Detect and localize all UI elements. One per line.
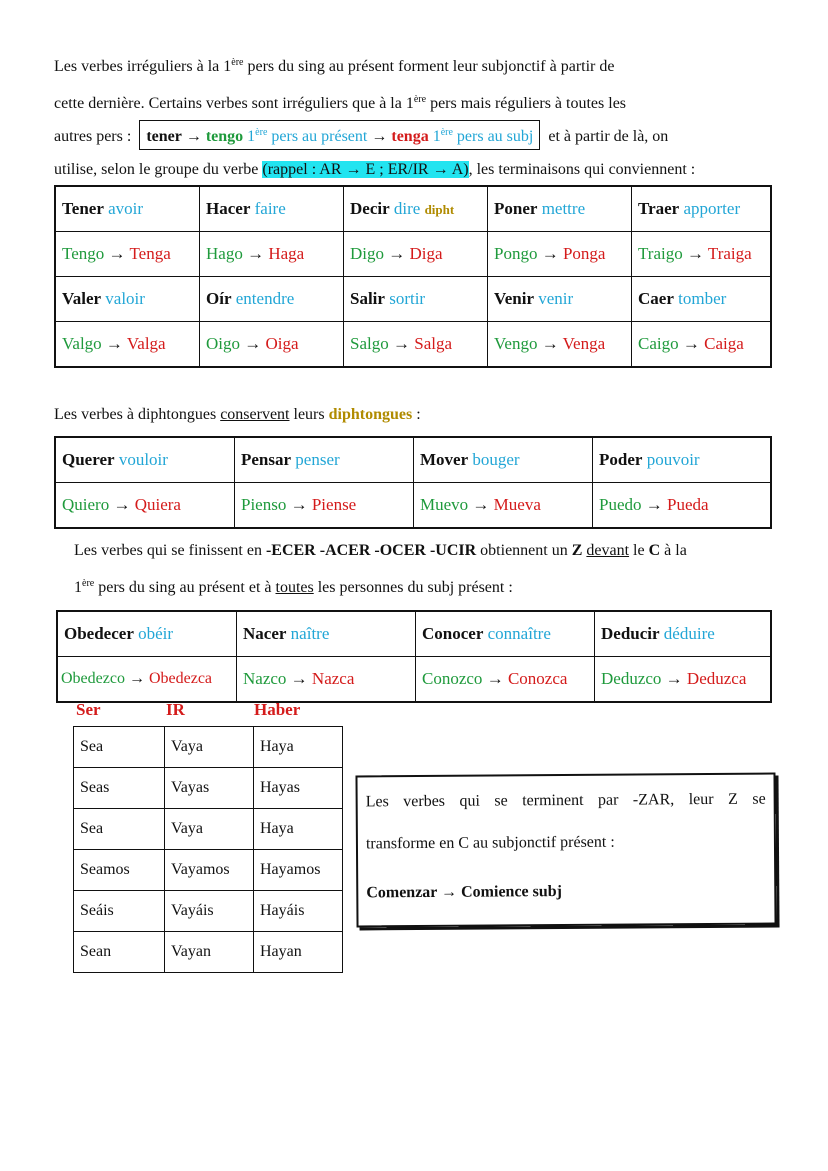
table-cell: Quiero → Quiera bbox=[55, 483, 235, 529]
table-cell: Valgo → Valga bbox=[55, 322, 200, 368]
table-cell: Deducir déduire bbox=[595, 611, 772, 657]
ser-ir-haber-table bbox=[73, 726, 343, 973]
table-cell: Obedezco → Obedezca bbox=[57, 657, 237, 703]
table-cell: Traigo → Traiga bbox=[632, 232, 772, 277]
table-cell: Tener avoir bbox=[55, 186, 200, 232]
table-cell: Poder pouvoir bbox=[593, 437, 772, 483]
table-row: Seáis Vayáis Hayáis bbox=[74, 891, 343, 932]
table-cell: Pongo → Ponga bbox=[488, 232, 632, 277]
table-cell: Valer valoir bbox=[55, 277, 200, 322]
table-row: Sean Vayan Hayan bbox=[74, 932, 343, 973]
table-row: Seas Vayas Hayas bbox=[74, 768, 343, 809]
z-verbs-table bbox=[56, 610, 772, 703]
table-row: Seamos Vayamos Hayamos bbox=[74, 850, 343, 891]
tener-example-box: tener → tengo 1ère pers au présent → tenga 1ère pers au subj bbox=[139, 120, 540, 150]
table-cell: Tengo → Tenga bbox=[55, 232, 200, 277]
z-verbs-paragraph: Les verbes qui se finissent en -ECER -ACER -OCER -UCIR obtiennent un Z devant le C à la 1ère pers du sing au présent et à toutes les personnes du subj présent : bbox=[74, 542, 687, 596]
intro-line-2: cette dernière. Certains verbes sont irréguliers que à la 1ère pers mais réguliers à toutes les bbox=[54, 94, 627, 112]
table-row bbox=[55, 322, 771, 368]
table-cell: Salgo → Salga bbox=[344, 322, 488, 368]
table-cell: Conozco → Conozca bbox=[416, 657, 595, 703]
table-row bbox=[57, 611, 771, 657]
table-cell: Oír entendre bbox=[200, 277, 344, 322]
rule-highlight: (rappel : AR → E ; ER/IR → A) bbox=[262, 161, 469, 178]
table-cell: Querer vouloir bbox=[55, 437, 235, 483]
column-header-ir: IR bbox=[166, 700, 185, 719]
table-cell: Caigo → Caiga bbox=[632, 322, 772, 368]
zar-rule-box: Les verbes qui se terminent par -ZAR, leur Z se transforme en C au subjonctif présent : Comenzar → Comience subj bbox=[355, 773, 776, 928]
table-cell: Hago → Haga bbox=[200, 232, 344, 277]
table-cell: Decir dire dipht bbox=[344, 186, 488, 232]
table-cell: Deduzco → Deduzca bbox=[595, 657, 772, 703]
table-cell: Nazco → Nazca bbox=[237, 657, 416, 703]
table-row bbox=[55, 437, 771, 483]
table-row: Sea Vaya Haya bbox=[74, 727, 343, 768]
intro-line-1: Les verbes irréguliers à la 1ère pers du sing au présent forment leur subjonctif à partir de bbox=[54, 57, 615, 75]
intro-paragraph bbox=[54, 46, 776, 186]
table-cell: Mover bouger bbox=[414, 437, 593, 483]
table-row bbox=[57, 657, 771, 703]
table-row bbox=[55, 186, 771, 232]
table-cell: Muevo → Mueva bbox=[414, 483, 593, 529]
table-cell: Salir sortir bbox=[344, 277, 488, 322]
column-header-haber: Haber bbox=[254, 700, 301, 719]
table-cell: Caer tomber bbox=[632, 277, 772, 322]
arrow-icon: → bbox=[371, 128, 388, 145]
table-cell: Pensar penser bbox=[235, 437, 414, 483]
intro-line-4: utilise, selon le groupe du verbe (rappel : AR → E ; ER/IR → A), les terminaisons qui conviennent : bbox=[54, 161, 696, 178]
table-cell: Pienso → Piense bbox=[235, 483, 414, 529]
table-cell: Poner mettre bbox=[488, 186, 632, 232]
table-cell: Puedo → Pueda bbox=[593, 483, 772, 529]
column-header-ser: Ser bbox=[76, 700, 101, 719]
table-cell: Obedecer obéir bbox=[57, 611, 237, 657]
table-cell: Traer apporter bbox=[632, 186, 772, 232]
table-cell: Digo → Diga bbox=[344, 232, 488, 277]
table-row: Sea Vaya Haya bbox=[74, 809, 343, 850]
table-cell: Oigo → Oiga bbox=[200, 322, 344, 368]
diphthong-table bbox=[54, 436, 772, 529]
table-row bbox=[55, 483, 771, 529]
arrow-icon: → bbox=[441, 883, 458, 901]
table-row bbox=[55, 232, 771, 277]
irregular-first-person-table bbox=[54, 185, 772, 368]
table-cell: Nacer naître bbox=[237, 611, 416, 657]
diphthong-heading: Les verbes à diphtongues conservent leurs diphtongues : bbox=[54, 406, 421, 423]
table-row bbox=[55, 277, 771, 322]
intro-line-3: autres pers : tener → tengo 1ère pers au présent → tenga 1ère pers au subj et à partir de là, on bbox=[54, 120, 776, 153]
table-cell: Hacer faire bbox=[200, 186, 344, 232]
table-cell: Venir venir bbox=[488, 277, 632, 322]
table-cell: Vengo → Venga bbox=[488, 322, 632, 368]
arrow-icon: → bbox=[185, 128, 202, 145]
table-cell: Conocer connaître bbox=[416, 611, 595, 657]
